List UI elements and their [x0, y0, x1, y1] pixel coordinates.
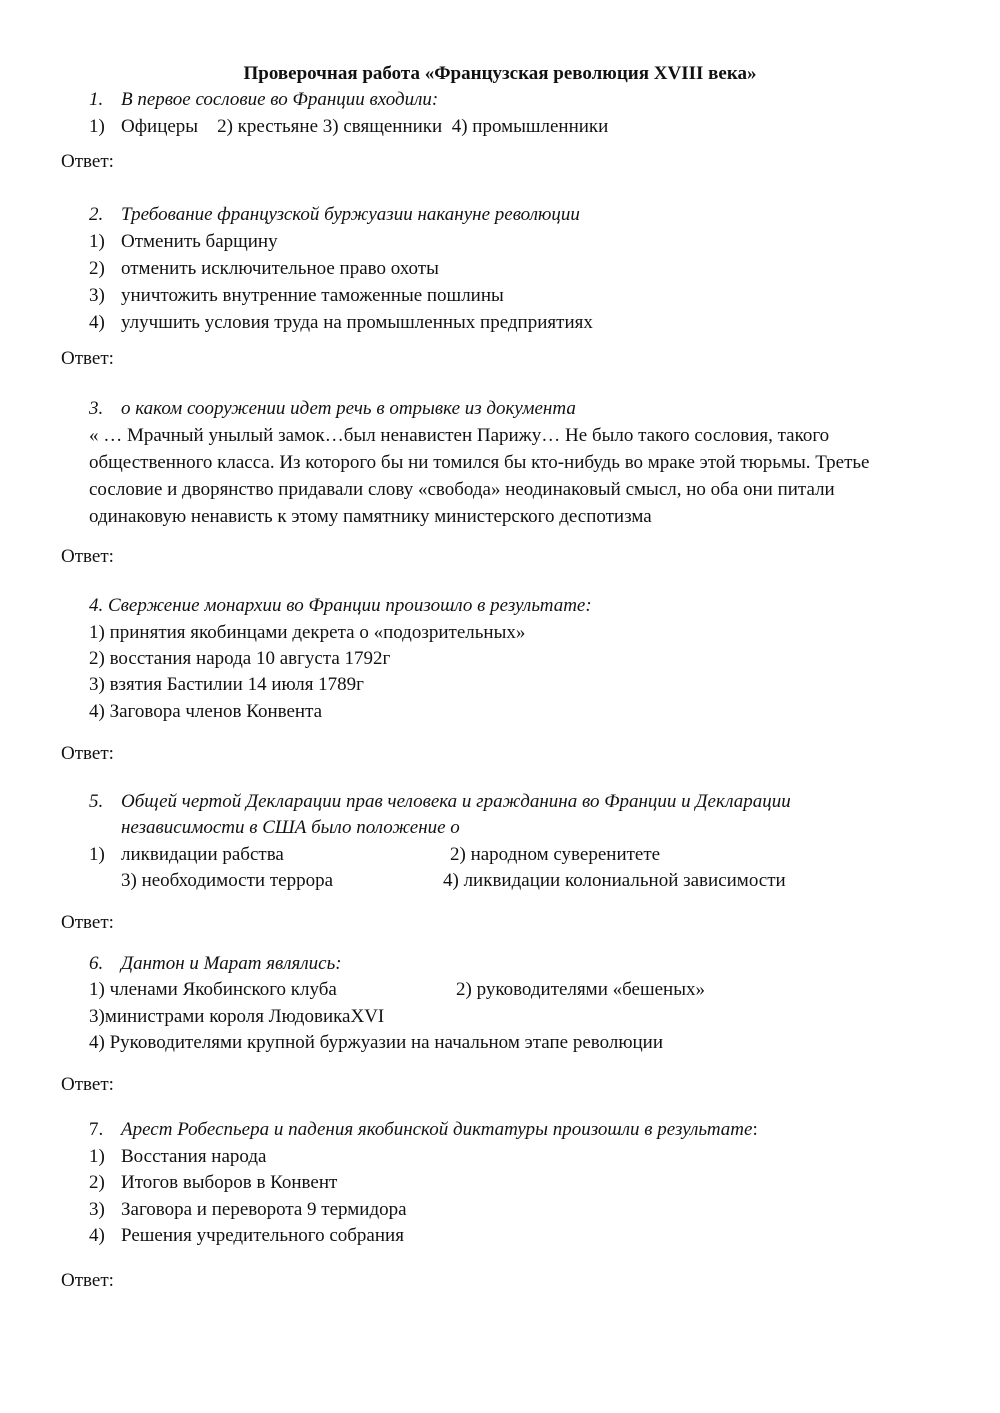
- answer-label: Ответ:: [61, 348, 114, 369]
- answer-label: Ответ:: [61, 1270, 114, 1291]
- option-text: Восстания народа: [121, 1146, 267, 1167]
- option-text: 4) Руководителями крупной буржуазии на начальном этапе революции: [89, 1032, 664, 1053]
- question-text-colon: :: [752, 1119, 758, 1140]
- option-text: 2) народном суверенитете: [450, 844, 661, 865]
- option-number: 3): [89, 1199, 105, 1220]
- question-text: Арест Робеспьера и падения якобинской диктатуры произошли в результате: [121, 1119, 753, 1140]
- answer-label: Ответ:: [61, 1074, 114, 1095]
- option-text: 3)министрами короля ЛюдовикаXVI: [89, 1006, 385, 1027]
- option-text: отменить исключительное право охоты: [121, 258, 439, 279]
- question-number: 7.: [89, 1119, 104, 1140]
- quote-line: « … Мрачный унылый замок…был ненавистен Парижу… Не было такого сословия, такого: [89, 425, 830, 446]
- quote-line: сословие и дворянство придавали слову «свобода» неодинаковый смысл, но оба они питали: [89, 479, 835, 500]
- question-text: Требование французской буржуазии накануне революции: [121, 204, 580, 225]
- page-title: Проверочная работа «Французская революция XVIII века»: [243, 63, 757, 84]
- option-text: улучшить условия труда на промышленных предприятиях: [121, 312, 593, 333]
- options-line: Офицеры 2) крестьяне 3) священники 4) промышленники: [121, 116, 609, 137]
- option-number: 3): [89, 285, 105, 306]
- answer-label: Ответ:: [61, 151, 114, 172]
- question-number: 5.: [89, 791, 104, 812]
- question-text: Дантон и Марат являлись:: [121, 953, 342, 974]
- option-text: 3) взятия Бастилии 14 июля 1789г: [89, 674, 364, 695]
- question-number: 1.: [89, 89, 104, 110]
- option-number: 1): [89, 231, 105, 252]
- quote-line: одинаковую ненависть к этому памятнику министерского деспотизма: [89, 506, 652, 527]
- option-text: Отменить барщину: [121, 231, 278, 252]
- quote-line: общественного класса. Из которого бы ни томился бы кто-нибудь во мраке этой тюрьмы. Третье: [89, 452, 870, 473]
- question-text: независимости в США было положение о: [121, 817, 460, 838]
- option-text: 2) руководителями «бешеных»: [456, 979, 705, 1000]
- option-number: 4): [89, 312, 105, 333]
- option-text: Итогов выборов в Конвент: [121, 1172, 338, 1193]
- answer-label: Ответ:: [61, 743, 114, 764]
- question-number: 6.: [89, 953, 104, 974]
- option-text: 4) Заговора членов Конвента: [89, 701, 323, 722]
- option-number: 2): [89, 258, 105, 279]
- option-number: 1): [89, 844, 105, 865]
- option-text: 2) восстания народа 10 августа 1792г: [89, 648, 391, 669]
- option-number: 1): [89, 116, 105, 137]
- option-text: 1) принятия якобинцами декрета о «подозрительных»: [89, 622, 526, 643]
- option-number: 1): [89, 1146, 105, 1167]
- option-text: уничтожить внутренние таможенные пошлины: [121, 285, 504, 306]
- option-text: ликвидации рабства: [121, 844, 284, 865]
- question-number: 2.: [89, 204, 104, 225]
- question-text: о каком сооружении идет речь в отрывке из документа: [121, 398, 576, 419]
- question-text: В первое сословие во Франции входили:: [121, 89, 439, 110]
- option-text: 4) ликвидации колониальной зависимости: [443, 870, 786, 891]
- option-number: 4): [89, 1225, 105, 1246]
- option-text: 1) членами Якобинского клуба: [89, 979, 337, 1000]
- answer-label: Ответ:: [61, 912, 114, 933]
- question-number: 3.: [89, 398, 104, 419]
- option-text: Решения учредительного собрания: [121, 1225, 404, 1246]
- question-text: Общей чертой Декларации прав человека и гражданина во Франции и Декларации: [121, 791, 791, 812]
- question-line: [121, 1116, 758, 1143]
- question-text: 4. Свержение монархии во Франции произошло в результате:: [89, 595, 592, 616]
- option-number: 2): [89, 1172, 105, 1193]
- option-text: 3) необходимости террора: [121, 870, 334, 891]
- answer-label: Ответ:: [61, 546, 114, 567]
- option-text: Заговора и переворота 9 термидора: [121, 1199, 407, 1220]
